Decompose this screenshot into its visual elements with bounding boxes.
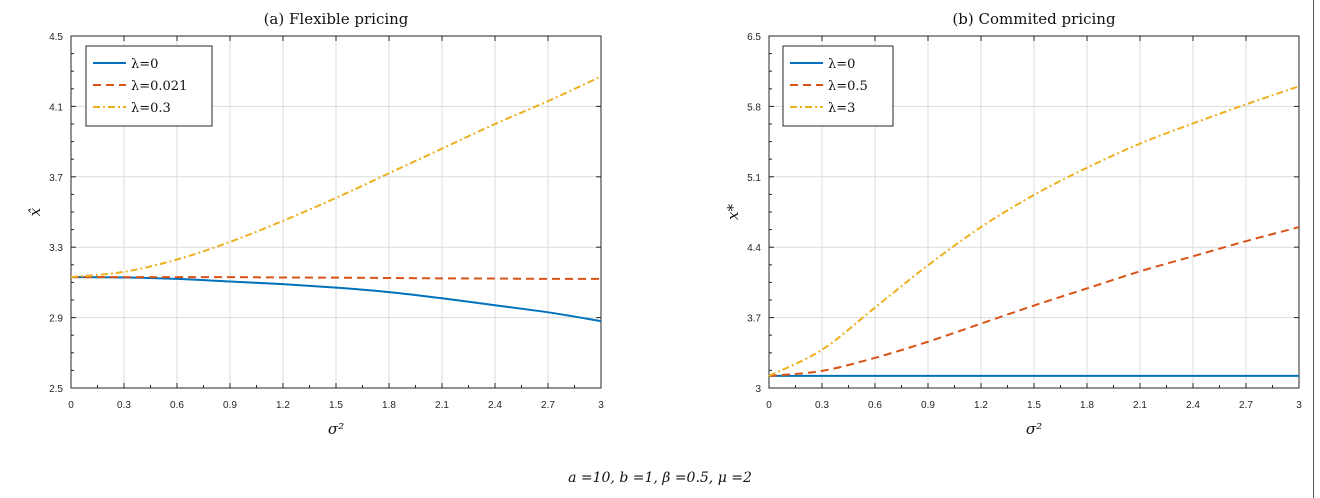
panel-commited-pricing [724, 10, 1302, 438]
x-tick-label: 0.9 [921, 400, 935, 411]
x-tick-label: 3 [1296, 400, 1302, 411]
y-tick-label: 3 [755, 384, 761, 395]
y-tick-label: 4.4 [747, 243, 761, 255]
y-tick-label: 2.5 [49, 384, 63, 395]
x-tick-label: 3 [598, 400, 604, 411]
figure-border [1313, 0, 1314, 498]
x-tick-label: 2.4 [488, 400, 502, 411]
y-tick-label: 5.8 [747, 102, 761, 114]
x-tick-label: 0 [766, 400, 772, 411]
x-tick-label: 2.1 [435, 400, 449, 411]
legend-label: λ=0 [131, 57, 159, 72]
y-tick-label: 5.1 [747, 172, 761, 184]
x-tick-label: 0.3 [117, 400, 131, 411]
y-tick-label: 3.7 [747, 313, 761, 325]
x-tick-label: 0 [68, 400, 74, 411]
x-tick-label: 1.2 [974, 400, 988, 411]
legend-label: λ=0.5 [828, 79, 868, 94]
x-tick-label: 1.5 [1027, 400, 1041, 411]
x-tick-label: 0.6 [170, 400, 184, 411]
y-axis-label: x̂ [26, 207, 44, 217]
y-tick-label: 4.5 [49, 32, 63, 43]
x-tick-label: 0.6 [868, 400, 882, 411]
x-tick-label: 2.7 [541, 400, 555, 411]
legend-label: λ=0 [828, 57, 856, 72]
y-tick-label: 4.1 [49, 102, 63, 114]
x-tick-label: 2.4 [1186, 400, 1200, 411]
parameter-caption: a =10, b =1, β =0.5, μ =2 [568, 470, 752, 486]
y-tick-label: 3.7 [49, 172, 63, 184]
y-tick-label: 3.3 [49, 243, 63, 255]
x-tick-label: 1.8 [1080, 400, 1094, 411]
x-tick-label: 1.8 [382, 400, 396, 411]
y-tick-label: 6.5 [747, 32, 761, 43]
panel-flexible-pricing [26, 10, 604, 438]
legend-label: λ=0.3 [131, 101, 171, 116]
y-axis-label: x* [724, 204, 742, 220]
x-tick-label: 1.2 [276, 400, 290, 411]
x-axis-label: σ² [1025, 420, 1043, 438]
x-axis-label: σ² [327, 420, 345, 438]
x-tick-label: 0.3 [815, 400, 829, 411]
chart-title: (a) Flexible pricing [263, 10, 409, 28]
legend-label: λ=0.021 [131, 79, 188, 94]
x-tick-label: 1.5 [329, 400, 343, 411]
y-tick-label: 2.9 [49, 313, 63, 325]
x-tick-label: 2.7 [1239, 400, 1253, 411]
chart-title: (b) Commited pricing [952, 10, 1116, 28]
x-tick-label: 2.1 [1133, 400, 1147, 411]
legend-label: λ=3 [828, 101, 856, 116]
x-tick-label: 0.9 [223, 400, 237, 411]
